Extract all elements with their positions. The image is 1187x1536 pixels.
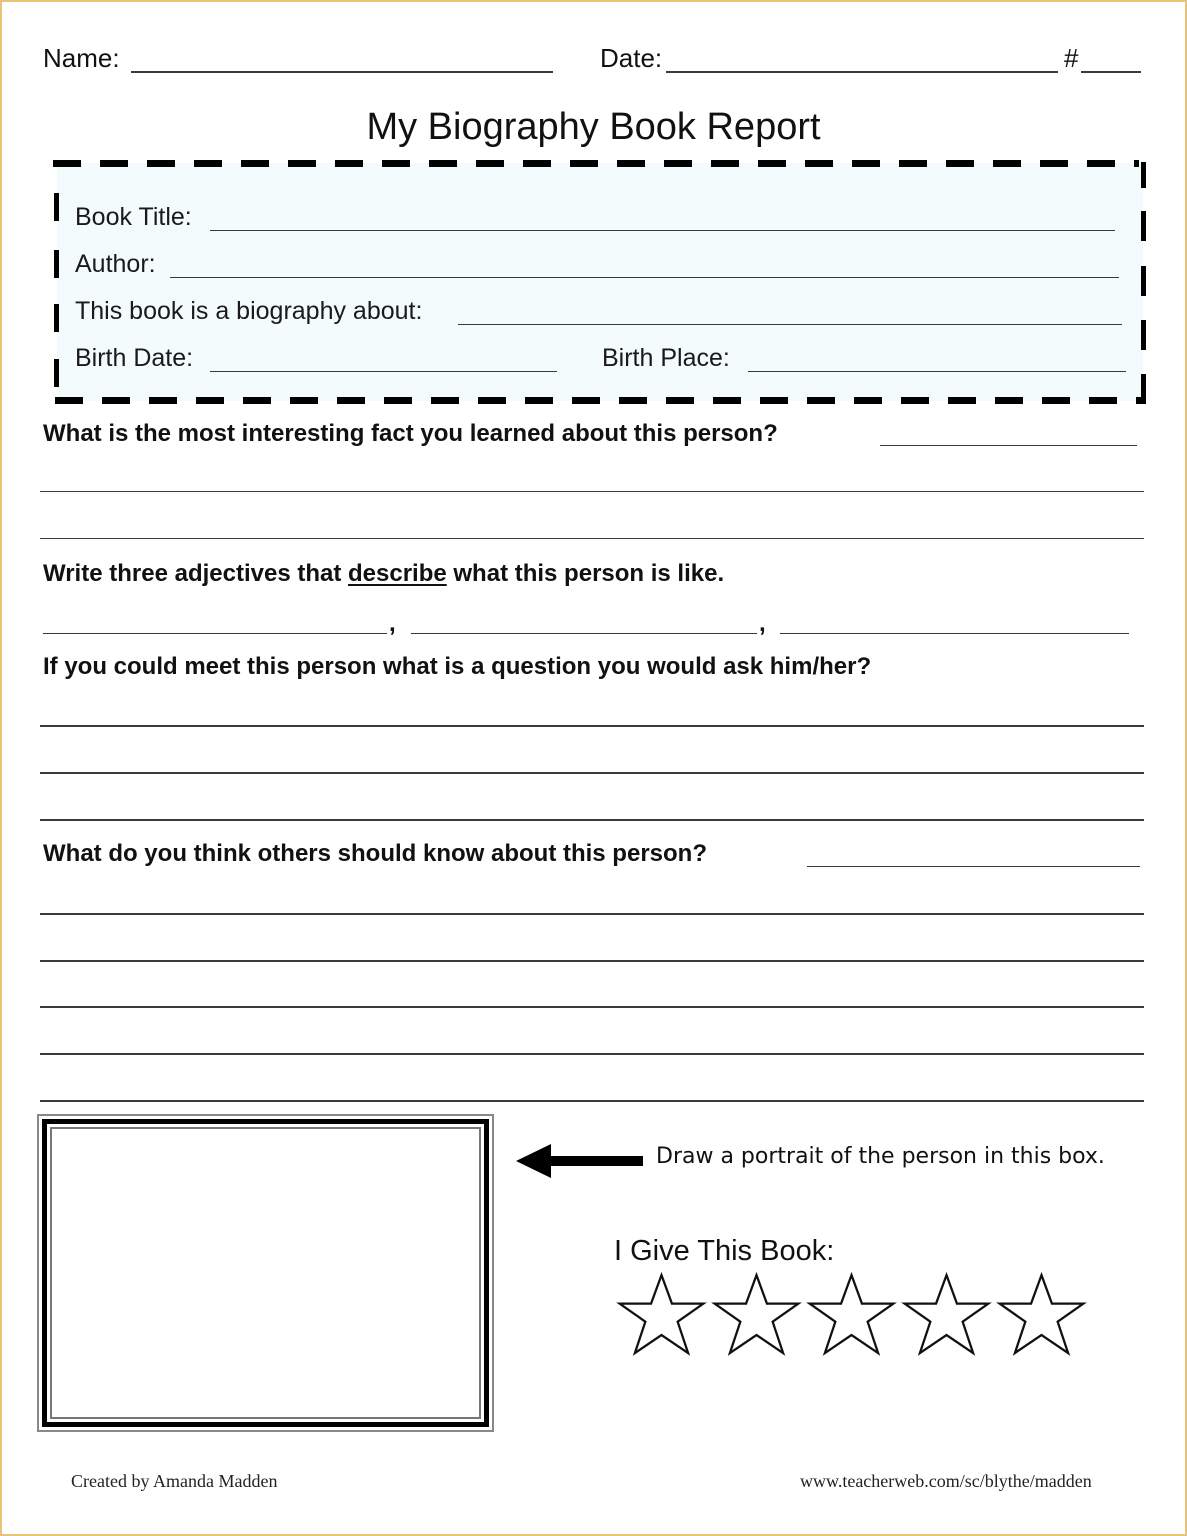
answer-line[interactable] [40,772,1144,774]
underlined-word: describe [348,560,447,587]
star-icon[interactable] [614,1272,709,1360]
footer-website[interactable]: www.teacherweb.com/sc/blythe/madden [800,1471,1092,1491]
answer-line[interactable] [40,491,1144,492]
star-icon[interactable] [899,1272,994,1360]
book-title-label: Book Title: [75,203,192,231]
footer-credit: Created by Amanda Madden [71,1471,278,1491]
answer-line[interactable] [880,445,1137,446]
number-field[interactable] [1081,71,1141,73]
book-title-field[interactable] [210,230,1115,231]
adjective-field-1[interactable] [43,633,387,634]
answer-line[interactable] [807,866,1140,867]
portrait-instruction: Draw a portrait of the person in this box. [656,1144,1105,1169]
portrait-frame-inner [50,1127,481,1419]
biography-about-label: This book is a biography about: [75,297,423,325]
info-box-right-dash [1141,266,1146,296]
question-adjectives [43,560,724,588]
info-box-top-border [53,160,1139,167]
birth-date-label: Birth Date: [75,344,194,372]
question-text: what this person is like. [446,560,725,587]
info-box-right-dash [1141,374,1146,404]
comma-separator: , [389,610,396,637]
answer-line[interactable] [40,913,1144,915]
question-text: Write three adjectives that [43,560,348,587]
answer-line[interactable] [40,538,1144,539]
name-field[interactable] [131,71,553,73]
birth-date-field[interactable] [210,371,557,372]
page-title: My Biography Book Report [366,106,821,148]
answer-line[interactable] [40,1006,1144,1008]
star-icon[interactable] [804,1272,899,1360]
info-box-bottom-border [55,397,1141,404]
info-box-right-dash [1141,211,1146,241]
author-field[interactable] [170,277,1119,278]
date-field[interactable] [666,71,1058,73]
name-label: Name: [43,43,120,73]
star-icon[interactable] [994,1272,1089,1360]
adjective-field-3[interactable] [780,633,1129,634]
birth-place-label: Birth Place: [602,344,730,372]
biography-about-field[interactable] [458,324,1122,325]
info-box-left-dash [54,250,59,278]
answer-line[interactable] [40,819,1144,821]
answer-line[interactable] [40,725,1144,727]
star-icon[interactable] [709,1272,804,1360]
author-label: Author: [75,250,156,278]
question-meet-person: If you could meet this person what is a question you would ask him/her? [43,653,872,680]
info-box-right-dash [1141,320,1146,350]
question-interesting-fact: What is the most interesting fact you learned about this person? [43,420,778,447]
number-label: # [1064,43,1079,73]
date-label: Date: [600,43,663,73]
portrait-frame [42,1119,489,1427]
adjective-field-2[interactable] [411,633,757,634]
book-info-box [57,163,1143,401]
question-others-should-know: What do you think others should know about this person? [43,840,707,867]
answer-line[interactable] [40,960,1144,962]
left-arrow-icon [516,1143,644,1179]
info-box-right-dash [1141,162,1146,188]
answer-line[interactable] [40,1100,1144,1102]
info-box-left-dash [54,304,59,332]
star-rating [614,1272,1089,1360]
rating-label: I Give This Book: [614,1235,835,1267]
birth-place-field[interactable] [748,371,1126,372]
info-box-left-dash [54,359,59,387]
info-box-left-dash [54,193,59,221]
comma-separator: , [759,610,766,637]
answer-line[interactable] [40,1053,1144,1055]
portrait-drawing-box[interactable] [37,1114,494,1432]
